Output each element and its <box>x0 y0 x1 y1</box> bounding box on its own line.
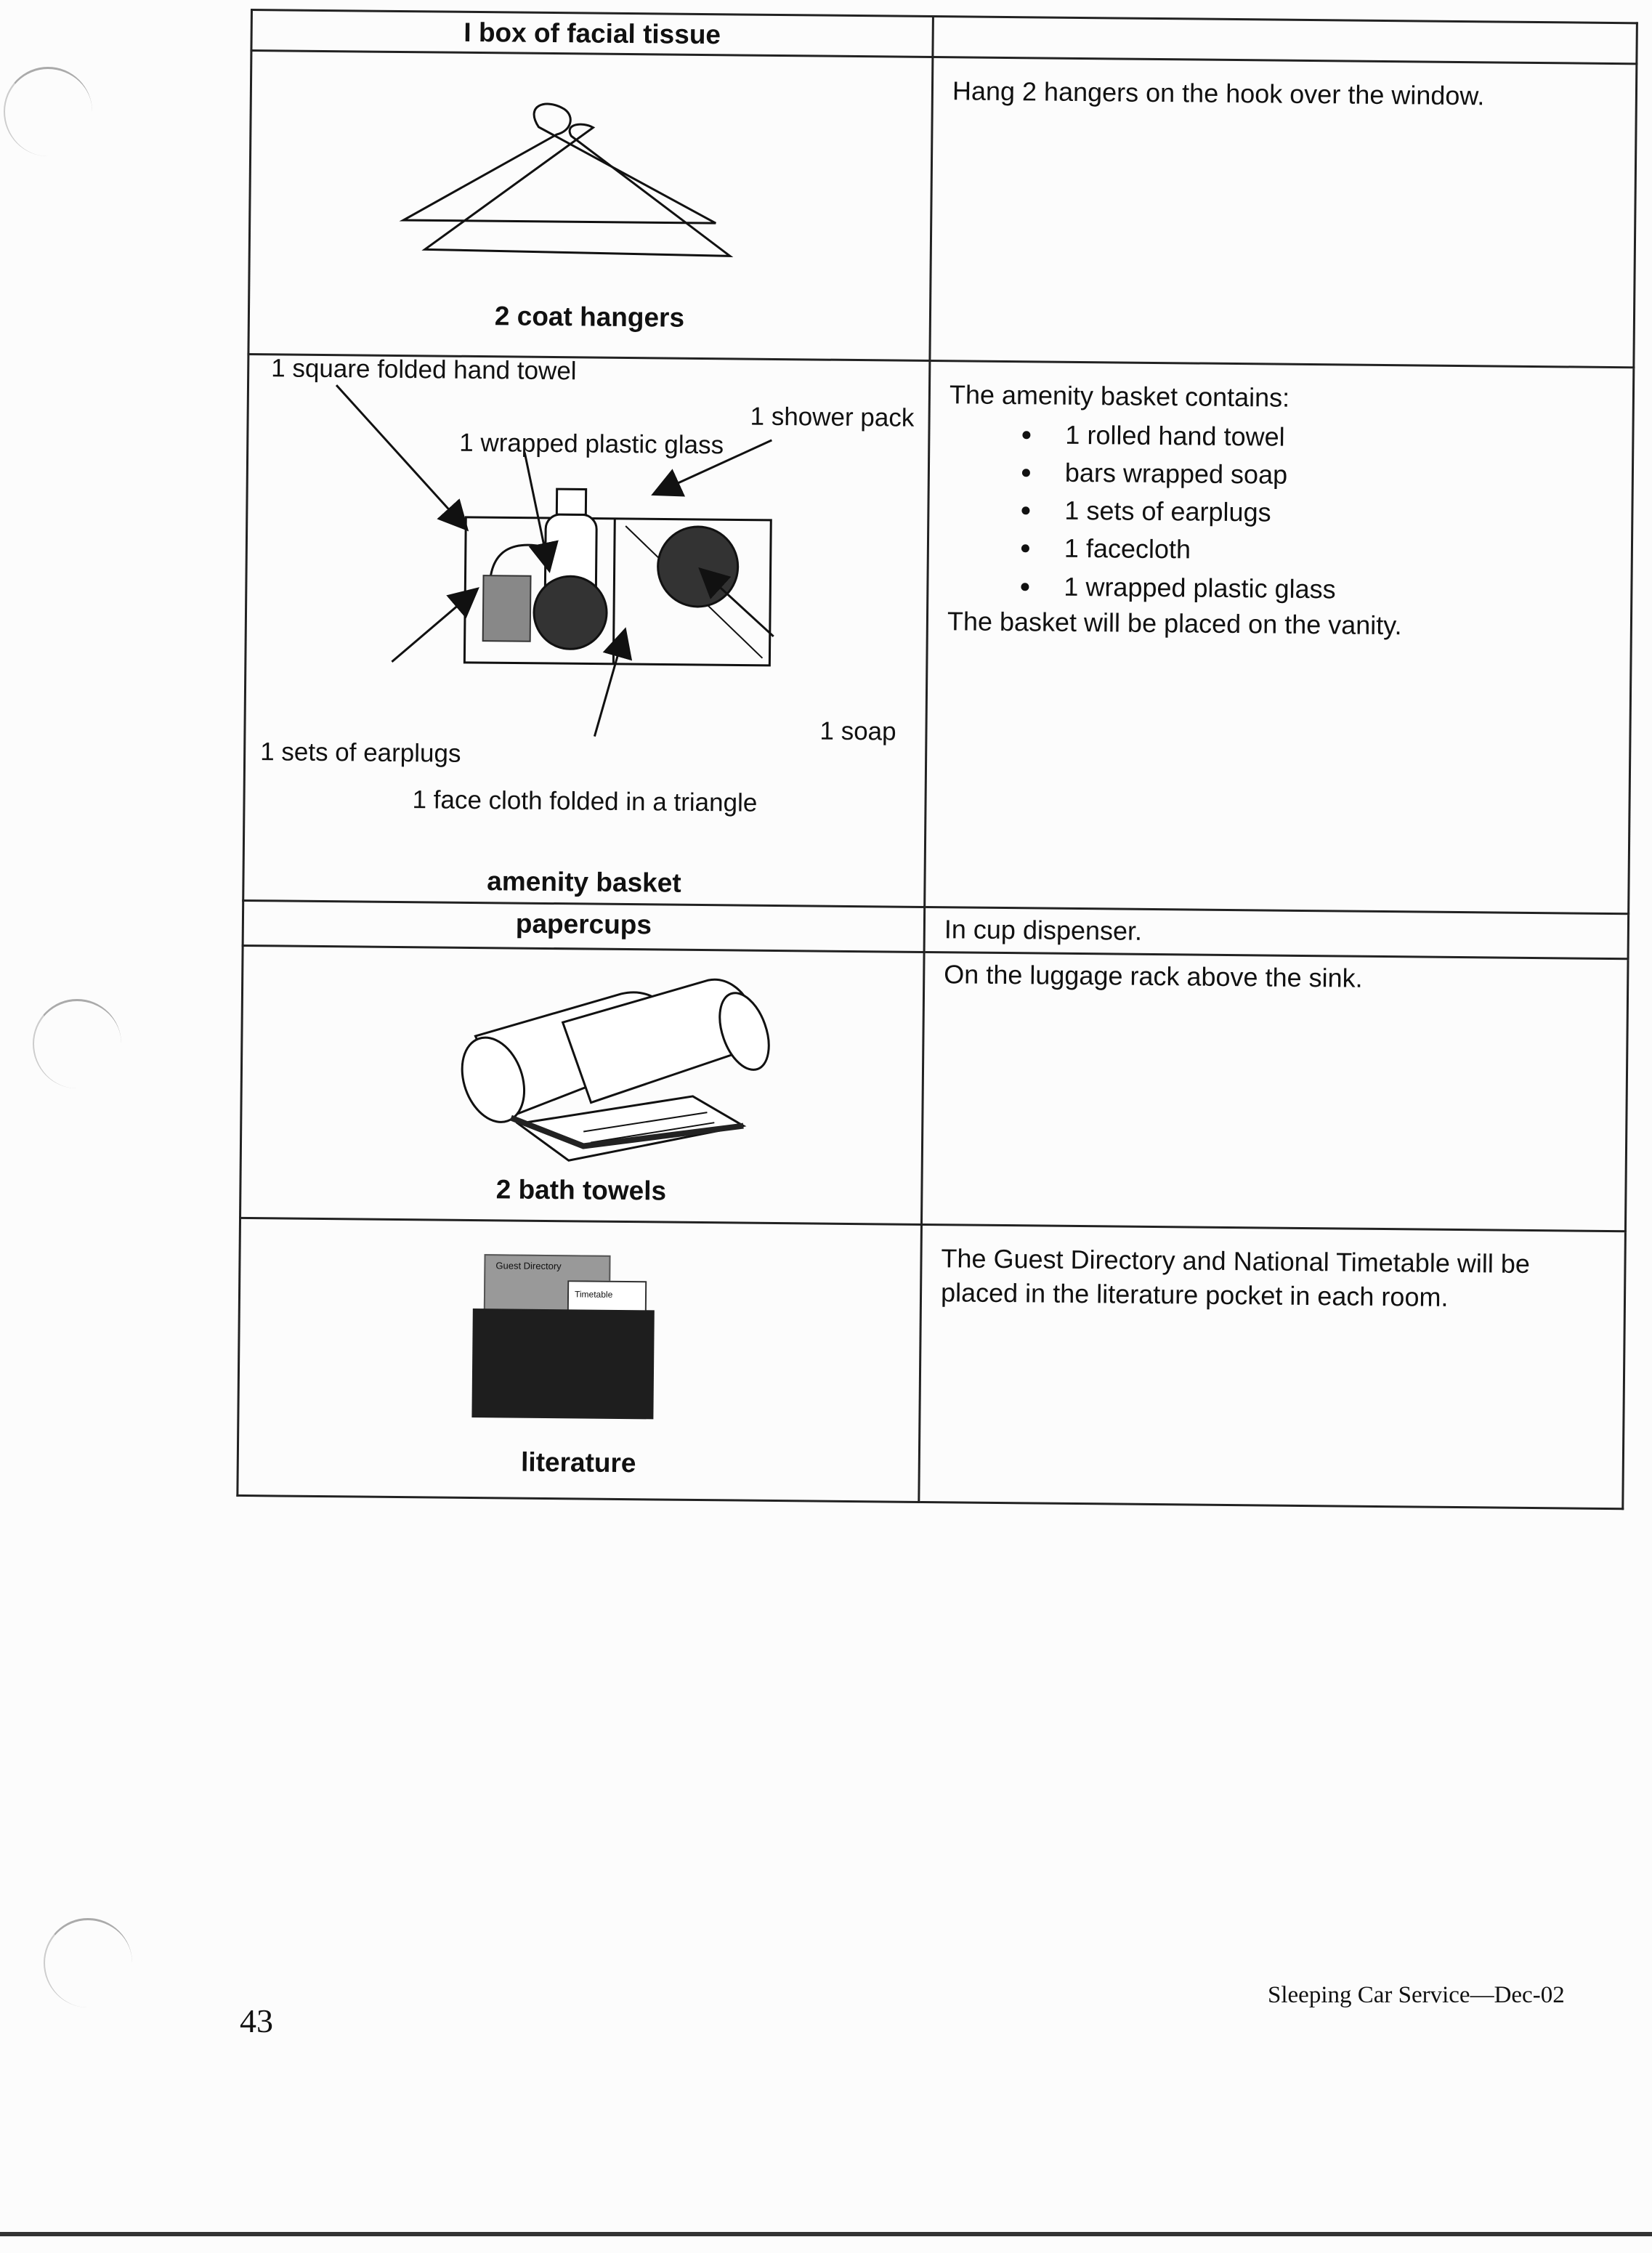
callout-face-cloth: 1 face cloth folded in a triangle <box>412 785 758 817</box>
scan-edge-rule <box>0 2232 1652 2236</box>
callout-soap: 1 soap <box>819 716 896 746</box>
instruction-text: In cup dispenser. <box>944 914 1143 946</box>
instruction-cell <box>919 1224 1626 1508</box>
item-title: amenity basket <box>487 866 681 898</box>
amenity-contents-list <box>947 415 1613 611</box>
list-item: • 1 rolled hand towel <box>1043 416 1613 459</box>
document-footer-title: Sleeping Car Service—Dec-02 <box>1268 1982 1565 2008</box>
guest-directory-label: Guest Directory <box>495 1260 562 1271</box>
punch-hole-bottom <box>44 1918 132 2007</box>
instruction-cell <box>921 952 1628 1231</box>
table-row <box>238 1218 1626 1508</box>
literature-pocket <box>471 1308 654 1419</box>
item-title: 2 coat hangers <box>494 301 685 333</box>
callout-earplugs: 1 sets of earplugs <box>259 737 461 768</box>
item-title: papercups <box>515 908 652 940</box>
item-cell <box>243 900 925 952</box>
callout-glass: 1 wrapped plastic glass <box>459 428 724 460</box>
list-item: • 1 wrapped plastic glass <box>1042 567 1611 611</box>
literature-pocket-illustration <box>239 1219 920 1451</box>
coat-hanger-illustration <box>250 52 931 305</box>
item-title: literature <box>520 1447 636 1478</box>
item-cell <box>238 1218 922 1502</box>
item-cell <box>243 354 930 907</box>
item-title: I box of facial tissue <box>463 17 721 50</box>
item-cell <box>248 51 933 361</box>
instruction-text <box>934 17 1636 33</box>
instruction-text <box>928 362 1633 661</box>
punch-hole-top <box>4 67 92 156</box>
earplugs-icon <box>483 575 531 642</box>
timetable-label: Timetable <box>574 1289 613 1300</box>
instruction-text: The Guest Directory and National Timetable will be placed in the literature pocket in each room. <box>940 1243 1531 1312</box>
amenity-intro: The amenity basket contains: <box>949 379 1290 413</box>
amenity-outro: The basket will be placed on the vanity. <box>947 605 1402 640</box>
table-row <box>240 945 1629 1231</box>
instruction-cell <box>925 360 1634 913</box>
instruction-text: On the luggage rack above the sink. <box>944 959 1363 993</box>
page-number: 43 <box>240 2002 273 2039</box>
item-cell <box>251 10 933 57</box>
list-item: • bars wrapped soap <box>1043 453 1613 497</box>
list-item: • 1 facecloth <box>1042 530 1612 573</box>
instruction-cell <box>933 17 1637 64</box>
soap-icon <box>657 526 738 607</box>
list-item: • 1 sets of earplugs <box>1042 492 1612 535</box>
instruction-cell <box>930 57 1637 368</box>
glass-icon <box>534 576 607 650</box>
amenity-basket-diagram <box>245 355 929 870</box>
callout-hand-towel: 1 square folded hand towel <box>271 354 577 386</box>
item-cell <box>240 945 925 1224</box>
callout-shower-pack: 1 shower pack <box>750 402 915 432</box>
table-row <box>248 51 1637 368</box>
table-row <box>243 354 1634 913</box>
supplies-table <box>236 9 1638 1510</box>
instruction-cell <box>924 907 1629 958</box>
punch-hole-middle <box>33 999 121 1088</box>
item-title: 2 bath towels <box>495 1174 667 1206</box>
bath-towels-illustration <box>242 947 923 1178</box>
instruction-text: Hang 2 hangers on the hook over the window. <box>952 76 1485 111</box>
